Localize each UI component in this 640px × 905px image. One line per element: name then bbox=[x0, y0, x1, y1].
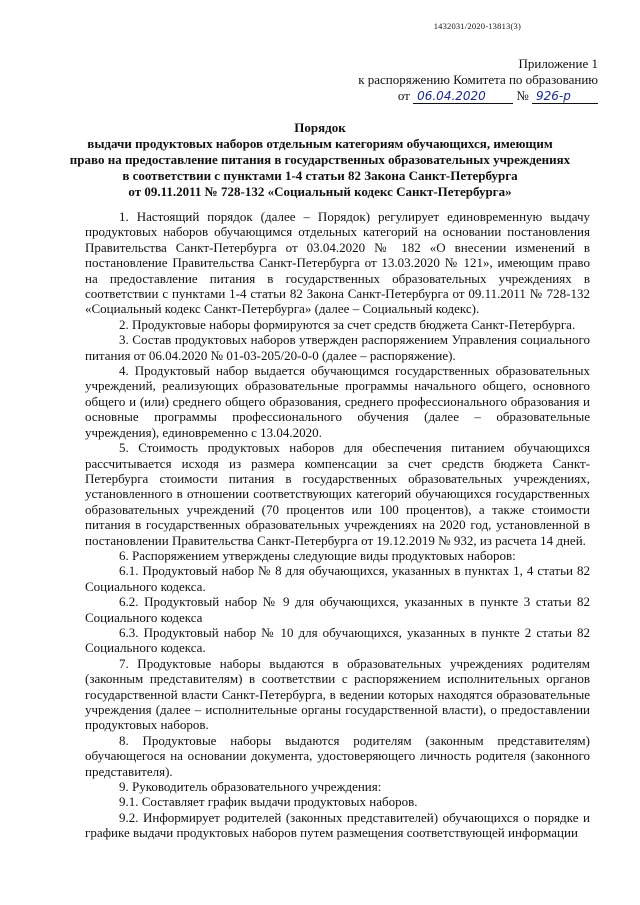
title-line: от 09.11.2011 № 728-132 «Социальный кодекс Санкт-Петербурга» bbox=[128, 184, 512, 199]
paragraph: 3. Состав продуктовых наборов утвержден распоряжением Управления социального питания от 06.04.2020 № 01-03-205/20-0-0 (далее – распоряжение). bbox=[85, 332, 590, 363]
handwritten-date: 06.04.2020 bbox=[413, 89, 513, 104]
paragraph: 9.1. Составляет график выдачи продуктовых наборов. bbox=[119, 794, 418, 810]
number-label: № bbox=[516, 88, 529, 103]
document-title bbox=[60, 120, 580, 200]
appendix-date-line bbox=[268, 88, 598, 104]
appendix-line-2: к распоряжению Комитета по образованию bbox=[358, 72, 598, 87]
paragraph: 8. Продуктовые наборы выдаются родителям (законным представителям) обучающегося на основании документа, удостоверяющего личность родителя (законного представителя). bbox=[85, 732, 590, 779]
document-body bbox=[85, 209, 590, 841]
document-number: 1432031/2020-13813(3) bbox=[433, 21, 521, 31]
paragraph: 6.3. Продуктовый набор № 10 для обучающихся, указанных в пункте 2 статьи 82 Социального кодекса. bbox=[85, 624, 590, 656]
paragraph: 2. Продуктовые наборы формируются за счет средств бюджета Санкт-Петербурга. bbox=[119, 316, 576, 332]
title-line: Порядок bbox=[294, 120, 346, 135]
handwritten-number: 926-р bbox=[532, 89, 598, 104]
paragraph: 6.1. Продуктовый набор № 8 для обучающихся, указанных в пунктах 1, 4 статьи 82 Социального кодекса. bbox=[85, 563, 590, 594]
paragraph: 6.2. Продуктовый набор № 9 для обучающихся, указанных в пункте 3 статьи 82 Социального кодекса bbox=[85, 594, 590, 625]
appendix-line-1: Приложение 1 bbox=[518, 56, 598, 71]
title-line: право на предоставление питания в государственных образовательных учреждениях bbox=[69, 152, 571, 167]
appendix-block bbox=[268, 56, 598, 104]
title-line: в соответствии с пунктами 1-4 статьи 82 Закона Санкт-Петербурга bbox=[122, 168, 518, 183]
title-line: выдачи продуктовых наборов отдельным категориям обучающихся, имеющим bbox=[87, 136, 553, 151]
paragraph: 4. Продуктовый набор выдается обучающимся государственных образовательных учреждений, реализующих образовательные программы начального общего, основного общего и (или) среднего общего образования, среднего профессионального образования и основные программы профессионального обучения (далее – образовательные учреждения), единовременно с 13.04.2020. bbox=[85, 363, 590, 440]
paragraph: 9.2. Информирует родителей (законных представителей) обучающихся о порядке и графике выдачи продуктовых наборов путем размещения соответствующей информации bbox=[85, 809, 590, 841]
paragraph: 6. Распоряжением утверждены следующие виды продуктовых наборов: bbox=[119, 547, 516, 563]
from-label: от bbox=[397, 88, 410, 103]
paragraph: 9. Руководитель образовательного учреждения: bbox=[119, 779, 382, 795]
paragraph: 1. Настоящий порядок (далее – Порядок) регулирует единовременную выдачу продуктовых наборов обучающимся отдельных категорий на основании постановления Правительства Санкт-Петербурга от 03.04.2020 № 182 «О внесении изменений в постановление Правительства Санкт-Петербурга от 13.03.2020 № 121», имеющим право на предоставление питания в государственных образовательных учреждениях в соответствии с пунктами 1-4 статьи 82 Закона Санкт-Петербурга от 09.11.2011 № 728-132 «Социальный кодекс Санкт-Петербурга» (далее – Социальный кодекс). bbox=[85, 209, 590, 317]
paragraph: 7. Продуктовые наборы выдаются в образовательных учреждениях родителям (законным представителям) в соответствии с распоряжением исполнительных органов государственной власти Санкт-Петербурга, в ведении которых находятся образовательные учреждения (далее – исполнительные органы государственной власти), о предоставлении продуктовых наборов. bbox=[85, 655, 590, 733]
paragraph: 5. Стоимость продуктовых наборов для обеспечения питанием обучающихся рассчитывается исходя из размера компенсации за счет средств бюджета Санкт-Петербурга стоимости питания в государственных образовательных учреждениях, установленного в отношении соответствующих категорий обучающихся государственных образовательных учреждений (70 процентов или 100 процентов), а также стоимости питания в государственных образовательных учреждениях на 2020 год, установленной в постановлении Правительства Санкт-Петербурга от 19.12.2019 № 932, из расчета 14 дней. bbox=[85, 440, 590, 548]
